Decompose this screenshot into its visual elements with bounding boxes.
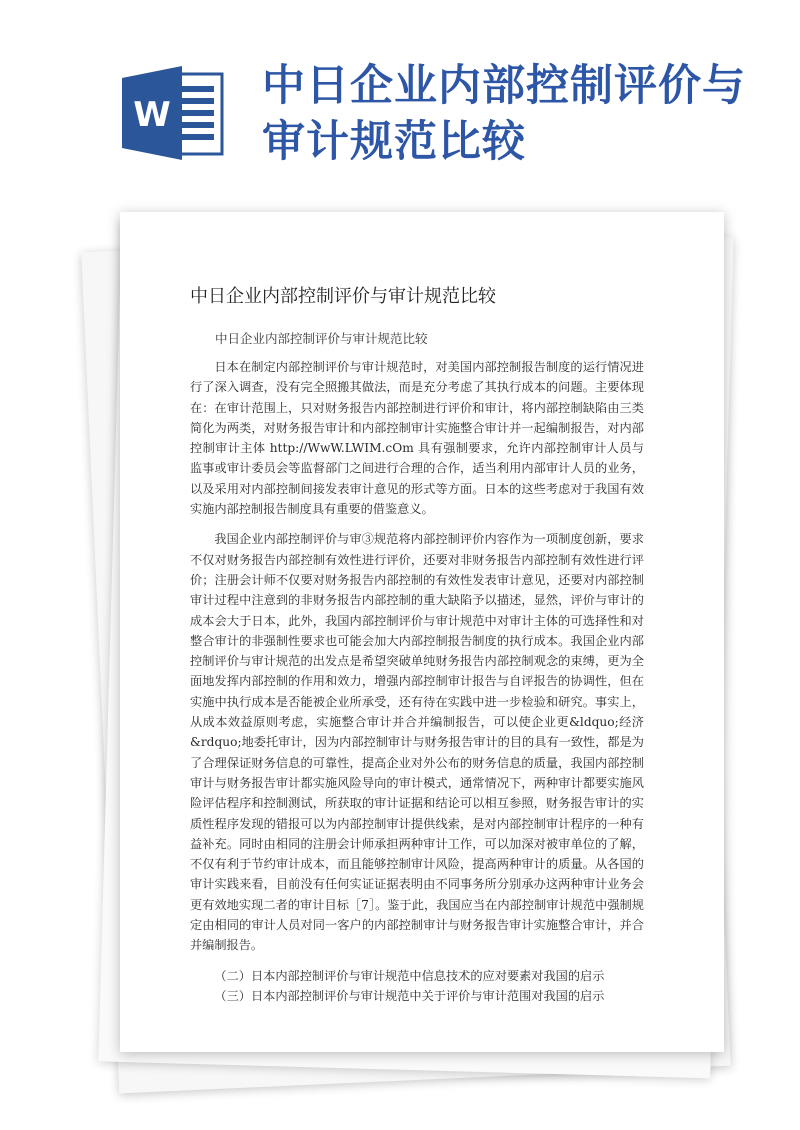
paragraph-1: 日本在制定内部控制评价与审计规范时，对美国内部控制报告制度的运行情况进行了深入调查，没有完全照搬其做法，而是充分考虑了其执行成本的问题。主要体现在：在审计范围上，只对财务报告内部控制进行评价和审计，将内部控制缺陷由三类简化为两类，对财务报告审计和内部控制审计实施整合审计并一起编制报告，对内部控制审计主体 http://WwW.LWIM.cOm 具有强制要求，允许内部控制审计人员与监事或审计委员会等监督部门之间进行合理的合作，适当利用内部审计人员的业务，以及采用对内部控制间接发表审计意见的形式等方面。日本的这些考虑对于我国有效实施内部控制报告制度具有重要的借鉴意义。 [190, 360, 644, 517]
document-page [120, 212, 724, 1052]
document-title: 中日企业内部控制评价与审计规范比较 [190, 286, 496, 307]
section-heading-3: （三）日本内部控制评价与审计规范中关于评价与审计范围对我国的启示 [214, 988, 605, 1003]
document-subtitle: 中日企业内部控制评价与审计规范比较 [215, 331, 428, 346]
svg-text:W: W [133, 95, 171, 135]
paragraph-2: 我国企业内部控制评价与审③规范将内部控制评价内容作为一项制度创新，要求不仅对财务报告内部控制有效性进行评价，还要对非财务报告内部控制有效性进行评价；注册会计师不仅要对财务报告内部控制的有效性发表审计意见，还要对内部控制审计过程中注意到的非财务报告内部控制的重大缺陷予以描述，显然，评价与审计的成本会大于日本，此外，我国内部控制评价与审计规范中对审计主体的可选择性和对整合审计的非强制性要求也可能会加大内部控制报告制度的执行成本。我国企业内部控制评价与审计规范的出发点是希望突破单纯财务报告内部控制观念的束缚，更为全面地发挥内部控制的作用和效力，增强内部控制审计报告与自评报告的协调性，但在实施中执行成本是否能被企业所承受，还有待在实践中进一步检验和研究。事实上，从成本效益原则考虑，实施整合审计并合并编制报告，可以使企业更&ldquo;经济&rdquo;地委托审计，因为内部控制审计与财务报告审计的目的具有一致性，都是为了合理保证财务信息的可靠性，提高企业对外公布的财务信息的质量，我国内部控制审计与财务报告审计都实施风险导向的审计模式，通常情况下，两种审计都要实施风险评估程序和控制测试，所获取的审计证据和结论可以相互参照，财务报告审计的实质性程序发现的错报可以为内部控制审计提供线索，是对内部控制审计程序的一种有益补充。同时由相同的注册会计师承担两种审计工作，可以加深对被审单位的了解，不仅有利于节约审计成本，而且能够控制审计风险，提高两种审计的质量。从各国的审计实践来看，目前没有任何实证证据表明由不同事务所分别承办这两种审计业务会更有效地实现二者的审计目标［7］。鉴于此，我国应当在内部控制审计规范中强制规定由相同的审计人员对同一客户的内部控制审计与财务报告审计实施整合审计，并合并编制报告。 [190, 532, 644, 953]
document-body [190, 357, 644, 1006]
page-title: 中日企业内部控制评价与审计规范比较 [262, 61, 746, 167]
word-icon [122, 64, 226, 162]
section-heading-2: （二）日本内部控制评价与审计规范中信息技术的应对要素对我国的启示 [214, 968, 605, 983]
